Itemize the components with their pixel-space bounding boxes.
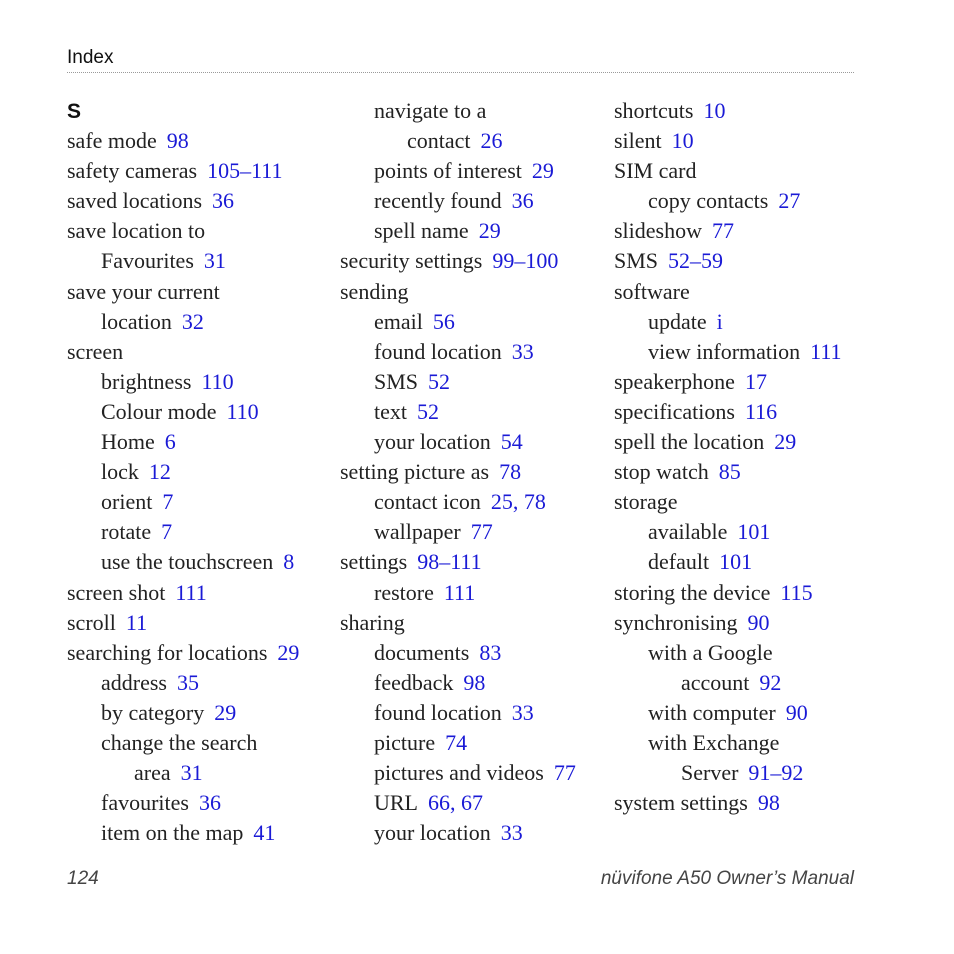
page-reference-link[interactable]: 36 <box>212 188 235 214</box>
index-term: email <box>374 308 423 334</box>
index-term: by category <box>101 699 205 725</box>
page-reference-link[interactable]: i <box>716 308 723 334</box>
index-term: Home <box>101 429 155 455</box>
index-section-letter <box>67 96 299 126</box>
index-entry <box>614 126 842 156</box>
index-entry <box>614 578 842 608</box>
index-entry <box>340 246 576 276</box>
page-reference-link[interactable]: 52–59 <box>668 248 724 274</box>
page-reference-link[interactable]: 92 <box>759 669 782 695</box>
page-reference-link[interactable]: 56 <box>432 308 455 334</box>
index-term: pictures and videos <box>374 760 544 786</box>
index-term: contact icon <box>374 489 481 515</box>
index-entry <box>340 668 576 698</box>
page-reference-link[interactable]: 29 <box>478 218 501 244</box>
index-entry <box>67 457 299 487</box>
page-reference-link[interactable]: 110 <box>226 398 259 424</box>
index-term: saved locations <box>67 188 203 214</box>
index-term: copy contacts <box>648 188 769 214</box>
index-term: wallpaper <box>374 519 461 545</box>
index-entry <box>614 246 842 276</box>
index-term: software <box>614 278 690 304</box>
page-reference-link[interactable]: 11 <box>125 609 148 635</box>
index-entry <box>614 608 842 638</box>
index-term: specifications <box>614 398 735 424</box>
index-entry <box>614 698 842 728</box>
page-reference-link[interactable]: 98–111 <box>417 549 482 575</box>
index-entry <box>614 758 842 788</box>
index-entry <box>614 397 842 427</box>
index-entry <box>614 788 842 818</box>
page-reference-link[interactable]: 36 <box>511 188 534 214</box>
index-term: your location <box>374 429 491 455</box>
index-term: speakerphone <box>614 368 735 394</box>
index-entry <box>67 487 299 517</box>
index-term: settings <box>340 549 408 575</box>
index-entry <box>67 337 299 367</box>
page-reference-link[interactable]: 52 <box>428 368 451 394</box>
page-reference-link[interactable]: 25, 78 <box>490 489 546 515</box>
index-entry <box>340 367 576 397</box>
page-reference-link[interactable]: 78 <box>499 459 522 485</box>
page-reference-link[interactable]: 32 <box>181 308 204 334</box>
index-entry <box>67 758 299 788</box>
index-entry <box>67 608 299 638</box>
index-entry <box>340 216 576 246</box>
index-entry <box>340 728 576 758</box>
page-reference-link[interactable]: 7 <box>161 519 173 545</box>
index-term: spell name <box>374 218 469 244</box>
index-term: screen <box>67 338 124 364</box>
index-term: shortcuts <box>614 98 694 123</box>
page-reference-link[interactable]: 8 <box>283 549 295 575</box>
page-reference-link[interactable]: 12 <box>148 459 171 485</box>
index-entry <box>67 216 299 246</box>
index-entry <box>67 517 299 547</box>
index-term: area <box>134 760 171 786</box>
index-term: points of interest <box>374 158 522 184</box>
index-term: view information <box>648 338 801 364</box>
index-entry <box>614 457 842 487</box>
index-entry <box>340 638 576 668</box>
index-term: restore <box>374 579 434 605</box>
index-entry <box>340 487 576 517</box>
index-term: scroll <box>67 609 116 635</box>
index-term: use the touchscreen <box>101 549 274 575</box>
page-reference-link[interactable]: 116 <box>744 398 778 424</box>
index-entry <box>614 277 842 307</box>
page-reference-link[interactable]: 85 <box>718 459 741 485</box>
page-reference-link[interactable]: 35 <box>176 669 199 695</box>
index-term: with Exchange <box>648 729 780 755</box>
index-term: security settings <box>340 248 483 274</box>
index-entry <box>340 457 576 487</box>
index-entry <box>614 186 842 216</box>
page-reference-link[interactable]: 77 <box>470 519 493 545</box>
index-term: storage <box>614 489 678 515</box>
page-reference-link[interactable]: 27 <box>778 188 801 214</box>
page-reference-link[interactable]: 6 <box>164 429 176 455</box>
index-term: save your current <box>67 278 220 304</box>
page-reference-link[interactable]: 101 <box>737 519 771 545</box>
page-reference-link[interactable]: 83 <box>479 639 502 665</box>
index-term: address <box>101 669 167 695</box>
index-entry <box>340 156 576 186</box>
index-entry <box>67 728 299 758</box>
index-entry <box>340 186 576 216</box>
index-entry <box>67 668 299 698</box>
index-entry <box>67 246 299 276</box>
index-entry <box>614 96 842 126</box>
index-term: URL <box>374 790 418 816</box>
index-term: brightness <box>101 368 192 394</box>
index-term: text <box>374 398 407 424</box>
section-letter: S <box>67 100 82 123</box>
index-term: lock <box>101 459 139 485</box>
index-term: Colour mode <box>101 398 217 424</box>
index-term: default <box>648 549 710 575</box>
index-entry <box>614 668 842 698</box>
index-term: with computer <box>648 699 776 725</box>
index-term: sharing <box>340 609 405 635</box>
index-term: navigate to a <box>374 98 487 123</box>
index-entry <box>340 698 576 728</box>
index-term: Server <box>681 760 739 786</box>
running-header: Index <box>67 47 114 68</box>
page-reference-link[interactable]: 90 <box>785 699 808 725</box>
index-entry <box>340 758 576 788</box>
index-term: silent <box>614 128 662 154</box>
index-entry <box>614 337 842 367</box>
index-entry <box>614 547 842 577</box>
index-term: feedback <box>374 669 454 695</box>
index-entry <box>340 818 576 848</box>
index-entry <box>614 216 842 246</box>
page-reference-link[interactable]: 98 <box>463 669 486 695</box>
index-term: rotate <box>101 519 152 545</box>
index-entry <box>67 547 299 577</box>
index-entry <box>67 307 299 337</box>
page-reference-link[interactable]: 111 <box>810 338 842 364</box>
page-reference-link[interactable]: 29 <box>214 699 237 725</box>
index-term: recently found <box>374 188 502 214</box>
index-term: safe mode <box>67 128 157 154</box>
page-reference-link[interactable]: 26 <box>480 128 503 154</box>
index-term: spell the location <box>614 429 765 455</box>
index-entry <box>67 578 299 608</box>
index-term: SMS <box>614 248 659 274</box>
index-entry <box>340 307 576 337</box>
page-reference-link[interactable]: 33 <box>511 338 534 364</box>
index-term: save location to <box>67 218 206 244</box>
index-term: location <box>101 308 172 334</box>
page-reference-link[interactable]: 29 <box>774 429 797 455</box>
page-reference-link[interactable]: 91–92 <box>748 760 804 786</box>
page-reference-link[interactable]: 66, 67 <box>428 790 483 816</box>
index-term: picture <box>374 729 436 755</box>
index-term: system settings <box>614 790 748 816</box>
index-entry <box>614 156 842 186</box>
index-term: setting picture as <box>340 459 490 485</box>
index-entry <box>67 397 299 427</box>
index-entry <box>614 367 842 397</box>
page-reference-link[interactable]: 7 <box>162 489 174 515</box>
index-term: Favourites <box>101 248 194 274</box>
index-term: synchronising <box>614 609 738 635</box>
page-reference-link[interactable]: 31 <box>203 248 226 274</box>
index-term: favourites <box>101 790 189 816</box>
index-entry <box>67 427 299 457</box>
page-reference-link[interactable]: 99–100 <box>492 248 559 274</box>
page-reference-link[interactable]: 33 <box>500 820 523 846</box>
index-entry <box>614 517 842 547</box>
index-entry <box>67 186 299 216</box>
index-entry <box>67 156 299 186</box>
index-term: found location <box>374 699 502 725</box>
index-entry <box>340 578 576 608</box>
index-term: account <box>681 669 750 695</box>
index-entry <box>67 277 299 307</box>
index-entry <box>614 728 842 758</box>
index-term: sending <box>340 278 409 304</box>
page-reference-link[interactable]: 29 <box>531 158 554 184</box>
page-reference-link[interactable]: 33 <box>511 699 534 725</box>
index-term: your location <box>374 820 491 846</box>
page-reference-link[interactable]: 111 <box>175 579 207 605</box>
index-term: SMS <box>374 368 419 394</box>
index-entry <box>340 277 576 307</box>
page-reference-link[interactable]: 77 <box>553 760 576 786</box>
index-term: screen shot <box>67 579 166 605</box>
index-entry <box>67 367 299 397</box>
index-term: found location <box>374 338 502 364</box>
index-term: update <box>648 308 707 334</box>
index-column-3 <box>614 96 842 818</box>
index-entry <box>340 517 576 547</box>
page-reference-link[interactable]: 29 <box>277 639 300 665</box>
index-term: storing the device <box>614 579 771 605</box>
index-entry <box>340 788 576 818</box>
index-entry <box>614 307 842 337</box>
index-term: stop watch <box>614 459 709 485</box>
index-term: item on the map <box>101 820 244 846</box>
index-entry <box>67 818 299 848</box>
index-entry <box>340 547 576 577</box>
index-entry <box>340 427 576 457</box>
index-column-2 <box>340 96 576 848</box>
page-reference-link[interactable]: 74 <box>445 729 468 755</box>
index-term: available <box>648 519 728 545</box>
index-term: safety cameras <box>67 158 198 184</box>
page-reference-link[interactable]: 98 <box>166 128 189 154</box>
page-reference-link[interactable]: 10 <box>703 98 726 123</box>
index-entry <box>614 487 842 517</box>
index-term: searching for locations <box>67 639 268 665</box>
index-entry <box>67 788 299 818</box>
index-entry <box>614 638 842 668</box>
index-entry <box>340 608 576 638</box>
index-entry <box>614 427 842 457</box>
page-reference-link[interactable]: 36 <box>198 790 221 816</box>
index-term: orient <box>101 489 153 515</box>
page-reference-link[interactable]: 98 <box>757 790 780 816</box>
index-column-1 <box>67 96 299 848</box>
page-reference-link[interactable]: 31 <box>180 760 203 786</box>
index-entry <box>340 397 576 427</box>
index-entry <box>67 698 299 728</box>
page-reference-link[interactable]: 52 <box>417 398 439 424</box>
page-reference-link[interactable]: 111 <box>443 579 476 605</box>
page-number: 124 <box>67 868 99 889</box>
index-term: change the search <box>101 729 258 755</box>
page-reference-link[interactable]: 17 <box>744 368 767 394</box>
index-term: SIM card <box>614 158 697 184</box>
index-term: slideshow <box>614 218 702 244</box>
page-reference-link[interactable]: 115 <box>780 579 813 605</box>
page-reference-link[interactable]: 101 <box>719 549 753 575</box>
index-entry <box>340 126 576 156</box>
page-reference-link[interactable]: 41 <box>253 820 276 846</box>
page-reference-link[interactable]: 105–111 <box>207 158 283 184</box>
index-term: documents <box>374 639 470 665</box>
manual-title: nüvifone A50 Owner’s Manual <box>600 868 854 889</box>
page-reference-link[interactable]: 90 <box>747 609 770 635</box>
header-divider <box>67 72 854 73</box>
page-reference-link[interactable]: 77 <box>712 218 734 244</box>
index-entry <box>67 126 299 156</box>
index-entry <box>340 337 576 367</box>
page-reference-link[interactable]: 10 <box>671 128 694 154</box>
index-entry <box>340 96 576 126</box>
page-reference-link[interactable]: 110 <box>201 368 234 394</box>
index-term: contact <box>407 128 471 154</box>
index-entry <box>67 638 299 668</box>
index-term: with a Google <box>648 639 773 665</box>
page-reference-link[interactable]: 54 <box>500 429 523 455</box>
